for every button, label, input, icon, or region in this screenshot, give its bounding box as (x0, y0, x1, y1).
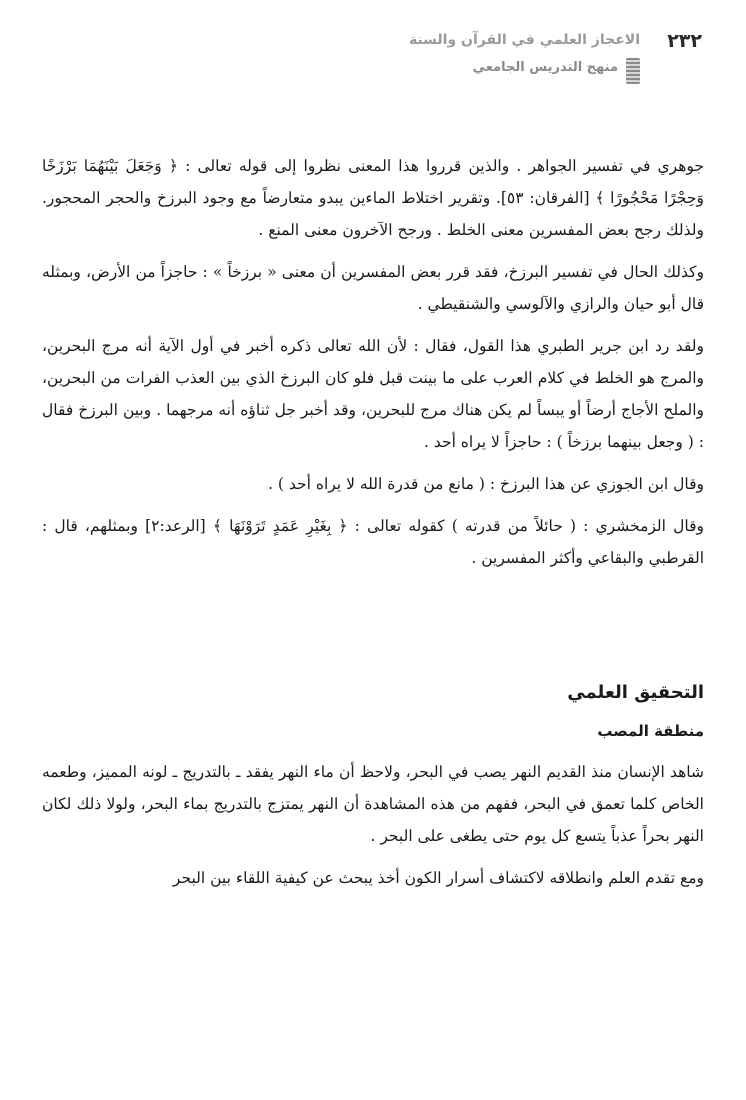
paragraph: جوهري في تفسير الجواهر . والذين قرروا هذا المعنى نظروا إلى قوله تعالى : ﴿ وَجَعَلَ بَيْنَهُمَا بَرْزَخًا وَحِجْرًا مَحْجُورًا ﴾ [الفرقان: ٥٣]. وتقرير اختلاط الماءين يبدو متعارضاً مع وجود البرزخ والحجر المحجور. ولذلك رجح بعض المفسرين معنى الخلط . ورجح الآخرون معنى المنع . (42, 157, 704, 239)
book-title: الاعجاز العلمي في القرآن والسنة (408, 32, 640, 48)
page-number: ٢٣٢ (667, 30, 702, 52)
paragraph: شاهد الإنسان منذ القديم النهر يصب في البحر، ولاحظ أن ماء النهر يفقد ـ بالتدريج ـ لونه المميز، وطعمه الخاص كلما تعمق في البحر، ففهم من هذه المشاهدة أن النهر يمتزج بالتدريج بماء البحر، ولولا ذلك لكان النهر بحراً عذباً يتسع كل يوم حتى يطغى على البحر . (42, 763, 704, 845)
paragraph: وكذلك الحال في تفسير البرزخ، فقد قرر بعض المفسرين أن معنى « برزخاً » : حاجزاً من الأرض، وبمثله قال أبو حيان والرازي والآلوسي والشنقيطي . (42, 263, 704, 313)
sub-heading: منطقة المصب (597, 722, 704, 740)
paragraph: وقال ابن الجوزي عن هذا البرزخ : ( مانع من قدرة الله لا يراه أحد ) . (268, 475, 704, 493)
running-header (40, 30, 706, 100)
section-heading: التحقيق العلمي (567, 682, 704, 703)
chapter-title: منهج التدريس الجامعي (472, 60, 618, 75)
section-spacer (42, 584, 704, 676)
header-ornament-icon (626, 58, 640, 84)
body-text (42, 150, 704, 904)
paragraph: ومع تقدم العلم وانطلاقه لاكتشاف أسرار الكون أخذ يبحث عن كيفية اللقاء بين البحر (172, 869, 704, 887)
paragraph: ولقد رد ابن جرير الطبري هذا القول، فقال : لأن الله تعالى ذكره أخبر في أول الآية أنه مرج البحرين، والمرج هو الخلط في كلام العرب على ما بينت قبل فلو كان البرزخ الذي بين العذب الفرات من البحرين، والملح الأجاج أرضاً أو يبساً لم يكن هناك مرج للبحرين، وقد أخبر جل ثناؤه أنه مرجهما . وبين البرزخ فقال : ( وجعل بينهما برزخاً ) : حاجزاً لا يراه أحد . (42, 337, 704, 451)
paragraph: وقال الزمخشري : ( حائلاً من قدرته ) كقوله تعالى : ﴿ بِغَيْرِ عَمَدٍ تَرَوْنَهَا ﴾ [الرعد:٢] وبمثلهم، قال : القرطبي والبقاعي وأكثر المفسرين . (42, 517, 704, 567)
